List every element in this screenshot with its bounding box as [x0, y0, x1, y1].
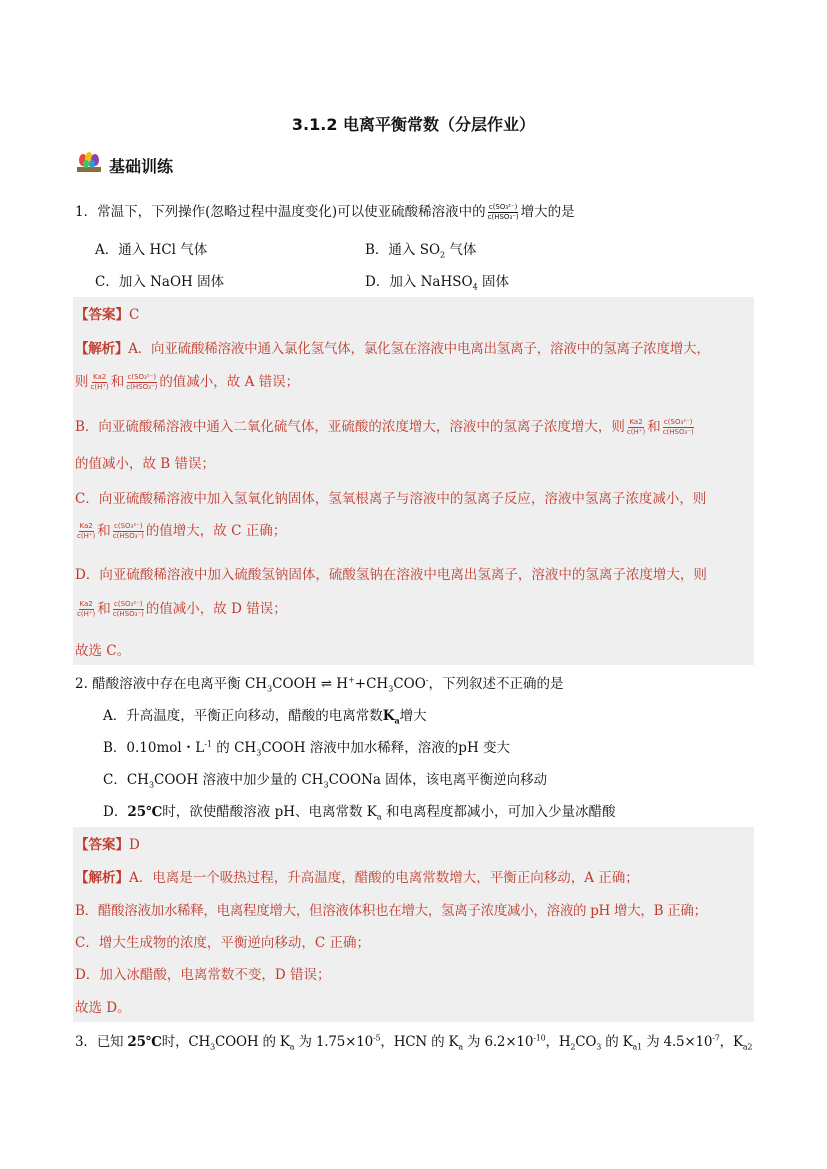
q1-analysis-a-line2: 则 $\frac{Ka2}{c(H^+)}$ 和 $\frac{\text{c(SO₃²⁻)}}{\text{c(HSO₃⁻)}}$ 的值减小，故 A 错误； — [75, 373, 300, 391]
q1-analysis-d-line1: D．向亚硫酸稀溶液中加入硫酸氢钠固体，硫酸氢钠在溶液中电离出氢离子，溶液中的氢离子浓度增大，则 — [75, 567, 707, 583]
q1-conclusion: 故选 C。 — [75, 643, 131, 659]
section-title: 基础训练 — [109, 157, 174, 176]
fraction: $\frac{Ka2}{c(H^+)}$ — [77, 600, 96, 618]
q2-option-d: D．25℃时，欲使醋酸溶液 pH、电离常数 $K_a$ 和电离程度都减小，可加入少量冰醋酸 — [103, 804, 616, 822]
q1-option-d: D．加入 NaHSO$_4$ 固体 — [365, 274, 509, 292]
q1-answer: 【答案】C — [75, 307, 140, 323]
q2-analysis-d: D．加入冰醋酸，电离常数不变，D 错误； — [75, 967, 331, 983]
q2-answer: 【答案】D — [75, 837, 140, 853]
q1-analysis-d-line2: $\frac{Ka2}{c(H^+)}$ 和 $\frac{\text{c(SO₃²⁻)}}{\text{c(HSO₃⁻)}}$ 的值减小，故 D 错误； — [77, 600, 287, 618]
fraction: $\frac{\text{c(SO₃²⁻)}}{\text{c(HSO₃⁻)}}$ — [112, 600, 144, 618]
q2-conclusion: 故选 D。 — [75, 1000, 131, 1016]
q1-option-c: C．加入 NaOH 固体 — [95, 274, 225, 290]
fraction: $\frac{Ka2}{c(H^+)}$ — [90, 373, 109, 391]
q2-option-c: C．$CH_3COOH$ 溶液中加少量的 $CH_3COONa$ 固体，该电离平衡逆向移动 — [103, 772, 548, 790]
books-icon — [76, 152, 102, 174]
fraction: $\frac{\text{c(SO₃²⁻)}}{\text{c(HSO₃⁻)}}$ — [662, 418, 694, 436]
q1-analysis-a-line1: 【解析】A．向亚硫酸稀溶液中通入氯化氢气体，氯化氢在溶液中电离出氢离子，溶液中的氢离子浓度增大， — [75, 341, 710, 357]
q2-option-b: B．0.10mol・$L^{-1}$ 的 $CH_3COOH$ 溶液中加水稀释，溶液的pH 变大 — [103, 739, 511, 758]
q2-analysis-a: 【解析】A．电离是一个吸热过程，升高温度，醋酸的电离常数增大，平衡正向移动，A 正确； — [75, 870, 639, 886]
q1-analysis-b-line2: 的值减小，故 B 错误； — [75, 456, 216, 472]
fraction-so3-hso3: $\frac{\text{c(SO₃²⁻)}}{\text{c(HSO₃⁻)}}$ — [487, 203, 519, 221]
fraction: $\frac{Ka2}{c(H^+)}$ — [626, 418, 646, 436]
q2-answer-box — [73, 827, 754, 1022]
question-3-stem: 3．已知 25℃时，$CH_3COOH$ 的 $K_a$ 为 $1.75\times 10^{-5}$，HCN 的 $K_a$ 为 $6.2\times 10^{-10}$，$H_2CO_3$ 的 $K_{a1}$ 为 $4.5\times 10^{-7}$，$K_{a2}$ — [75, 1033, 753, 1052]
fraction: $\frac{\text{c(SO₃²⁻)}}{\text{c(HSO₃⁻)}}$ — [112, 522, 144, 540]
fraction: $\frac{Ka2}{c(H^+)}$ — [77, 522, 96, 540]
q1-analysis-c-line1: C．向亚硫酸稀溶液中加入氢氧化钠固体，氢氧根离子与溶液中的氢离子反应，溶液中氢离子浓度减小，则 — [75, 491, 707, 507]
q1-option-b: B．通入 $SO_2$ 气体 — [365, 242, 477, 260]
question-2-stem: 2. 醋酸溶液中存在电离平衡 $CH_3COOH$ ⇌ $H^++CH_3COO^-$，下列叙述不正确的是 — [75, 675, 564, 694]
fraction: $\frac{\text{c(SO₃²⁻)}}{\text{c(HSO₃⁻)}}$ — [126, 373, 158, 391]
q2-option-a: A．升高温度，平衡正向移动，醋酸的电离常数$K_a$增大 — [103, 708, 427, 726]
q1-option-a: A．通入 HCl 气体 — [95, 242, 208, 258]
q1-analysis-c-line2: $\frac{Ka2}{c(H^+)}$ 和 $\frac{\text{c(SO₃²⁻)}}{\text{c(HSO₃⁻)}}$ 的值增大，故 C 正确； — [77, 522, 287, 540]
page-title: 3.1.2 电离平衡常数（分层作业） — [291, 115, 536, 134]
question-1-stem: 1．常温下，下列操作(忽略过程中温度变化)可以使亚硫酸稀溶液中的 $\frac{\text{c(SO₃²⁻)}}{\text{c(HSO₃⁻)}}$ 增大的是 — [75, 203, 575, 221]
q2-analysis-c: C．增大生成物的浓度，平衡逆向移动，C 正确； — [75, 935, 370, 951]
q1-analysis-b-line1: B．向亚硫酸稀溶液中通入二氧化硫气体，亚硫酸的浓度增大，溶液中的氢离子浓度增大，则 $\frac{Ka2}{c(H^+)}$ 和 $\frac{\text{c(SO₃²⁻)}}{\text{c(HSO₃⁻)}}$ — [75, 418, 694, 436]
q2-analysis-b: B．醋酸溶液加水稀释，电离程度增大，但溶液体积也在增大，氢离子浓度减小，溶液的 pH 增大，B 正确； — [75, 903, 707, 919]
